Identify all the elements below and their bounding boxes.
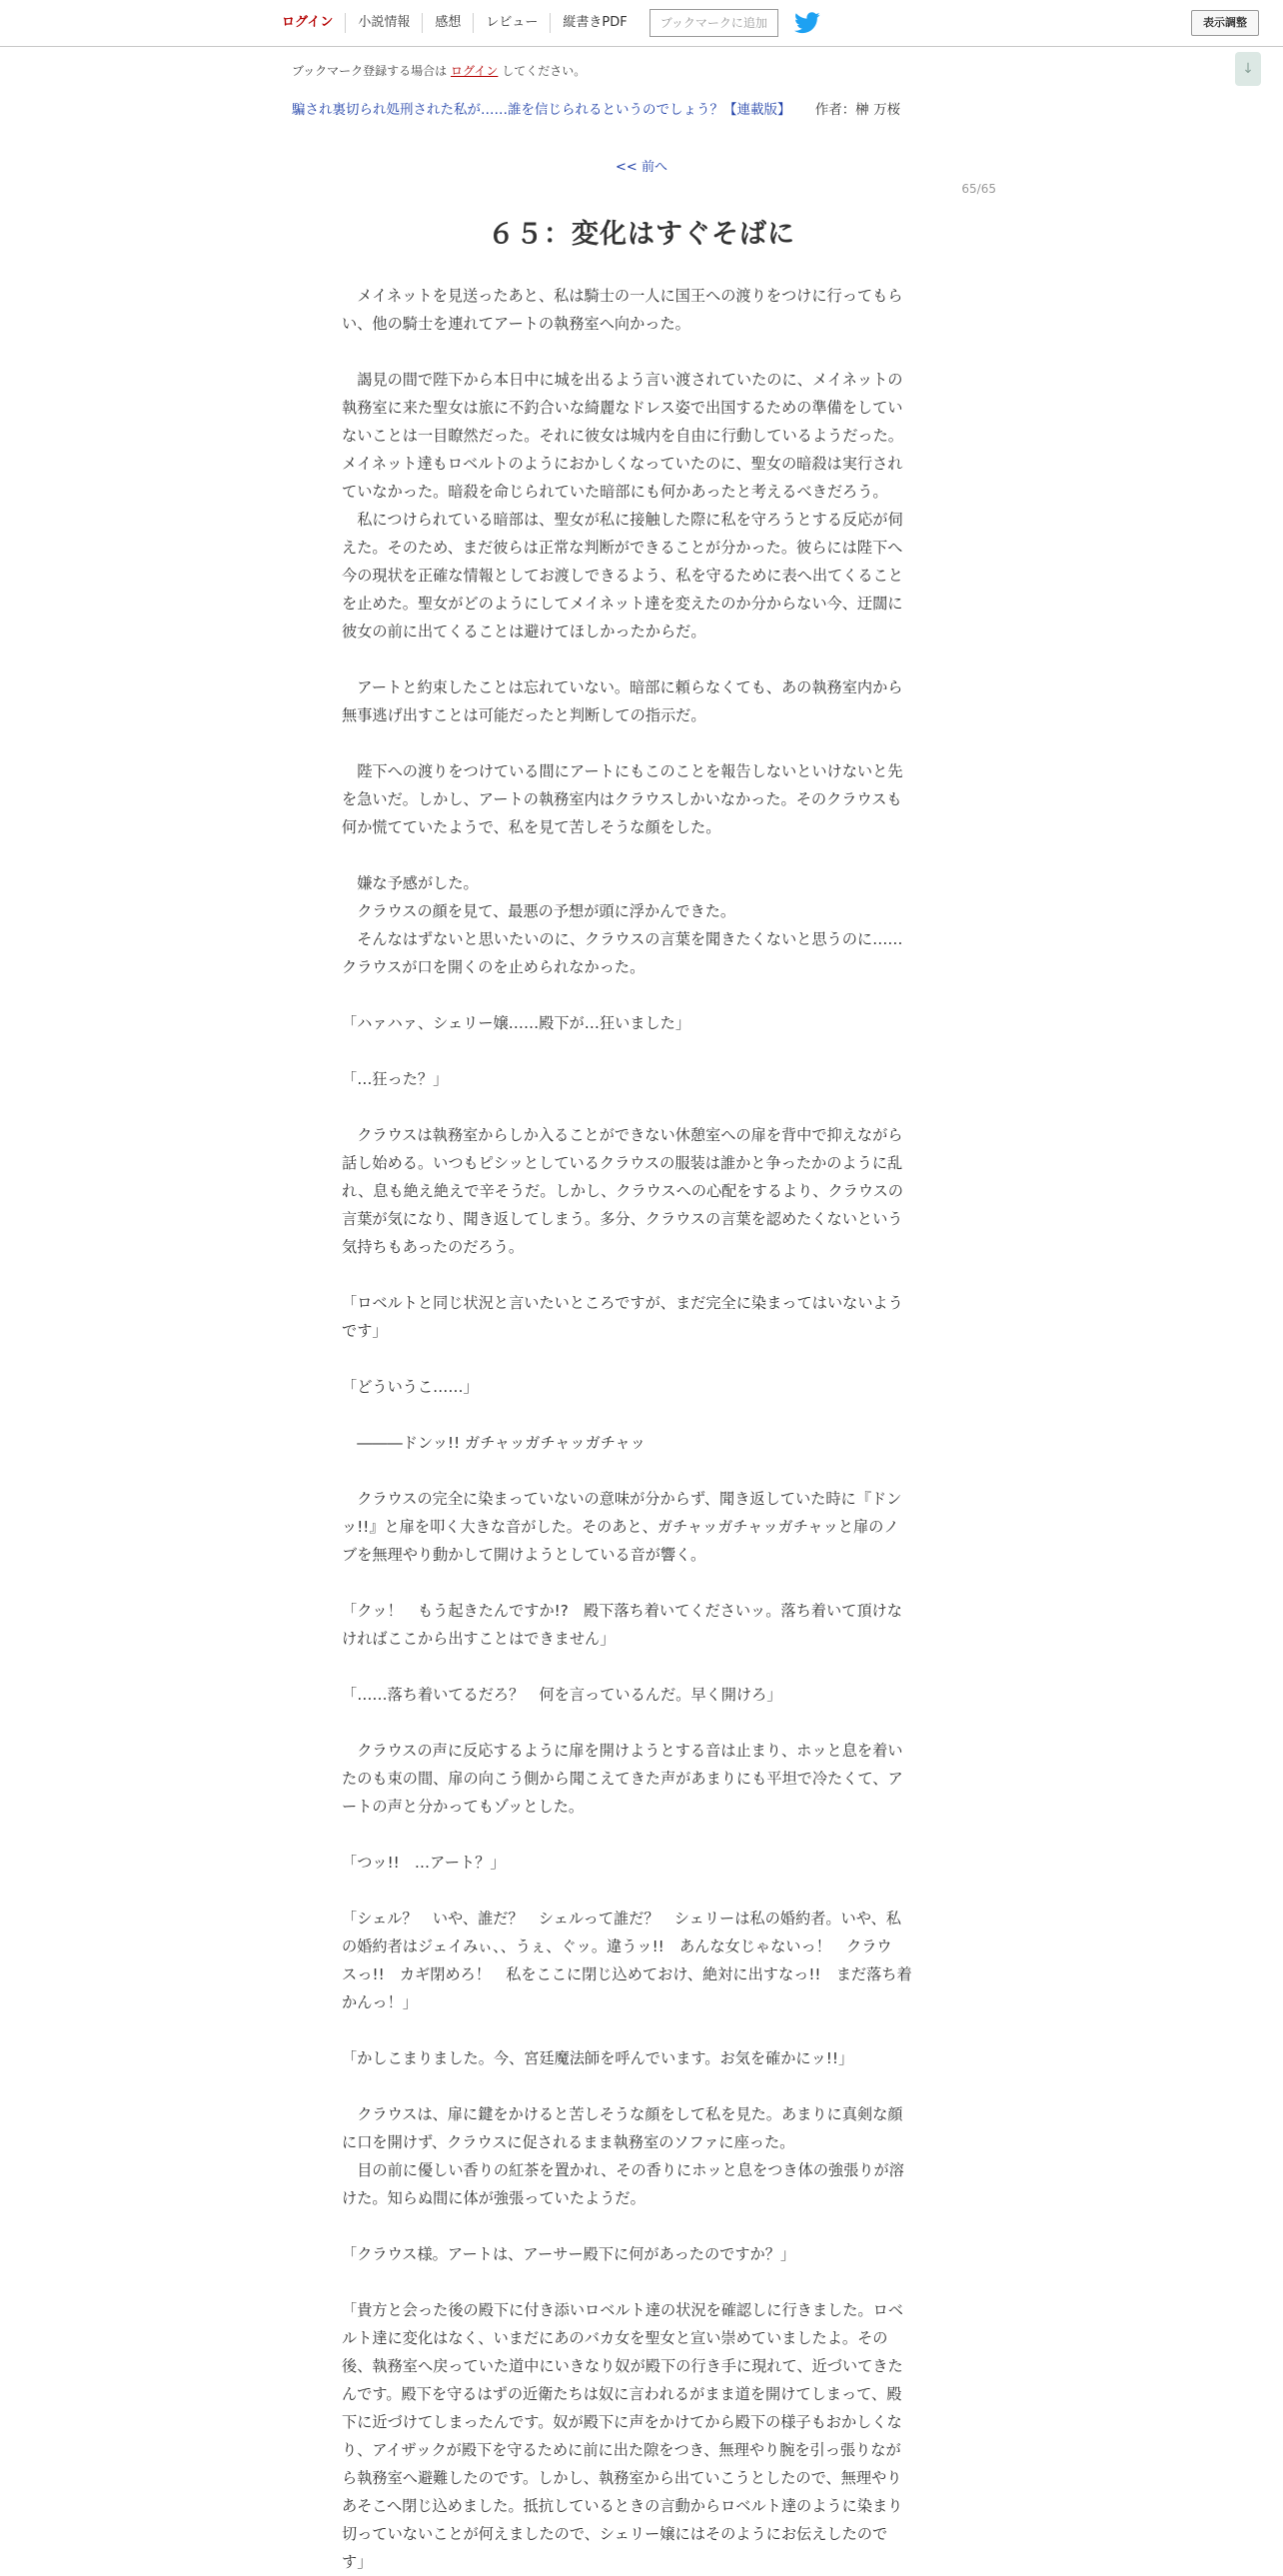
body-line: 私につけられている暗部は、聖女が私に接触した際に私を守ろうとする反応が伺 (342, 511, 903, 529)
body-line: 「シェル？ いや、誰だ？ シェルって誰だ？ シェリーは私の婚約者。いや、私 (342, 1910, 901, 1928)
author-name: 作者：榊 万桜 (814, 102, 901, 118)
body-line: 「ハァハァ、シェリー嬢……殿下が…狂いました」 (342, 1014, 691, 1032)
body-line: 陛下への渡りをつけている間にアートにもこのことを報告しないといけないと先 (342, 762, 903, 780)
body-line: かんっ！」 (342, 1993, 418, 2011)
body-line: そんなはずないと思いたいのに、クラウスの言葉を聞きたくないと思うのに…… (342, 930, 903, 948)
body-line: 「ロベルトと同じ状況と言いたいところですが、まだ完全に染まってはいないよう (342, 1294, 903, 1312)
body-line: 目の前に優しい香りの紅茶を置かれ、その香りにホッと息をつき体の強張りが溶 (342, 2161, 904, 2179)
twitter-bird-icon[interactable] (794, 12, 820, 34)
notice-text-after: してください。 (502, 64, 587, 78)
body-blank-line (342, 645, 935, 673)
novel-header (292, 98, 900, 118)
novel-body (342, 282, 935, 2576)
body-blank-line (342, 1345, 935, 1373)
body-line: れ、息も絶え絶えで辛そうだ。しかし、クラウスへの心配をするより、クラウスの (342, 1182, 903, 1200)
body-line: 気持ちもあったのだろう。 (342, 1238, 525, 1256)
body-blank-line (342, 841, 935, 869)
page-counter: 65/65 (961, 182, 996, 196)
body-line: 「……落ち着いてるだろ？ 何を言っているんだ。早く開けろ」 (342, 1686, 782, 1704)
body-line: 謁見の間で陛下から本日中に城を出るよう言い渡されていたのに、メイネットの (342, 371, 903, 389)
nav-novel-info[interactable]: 小説情報 (346, 13, 423, 33)
body-line: クラウスが口を開くのを止められなかった。 (342, 958, 645, 976)
body-line: ら執務室へ避難したのです。しかし、執務室から出ていこうとしたので、無理やり (342, 2469, 902, 2487)
nav-login[interactable]: ログイン (272, 13, 346, 33)
arrow-down-icon[interactable]: ↓ (1235, 52, 1261, 86)
body-blank-line (342, 1401, 935, 1429)
body-line: 「クッ！ もう起きたんですか!? 殿下落ち着いてくださいッ。落ち着いて頂けな (342, 1602, 902, 1620)
body-line: クラウスの完全に染まっていないの意味が分からず、聞き返していた時に『ドン (342, 1490, 902, 1508)
body-line: 何か慌てていたようで、私を見て苦しそうな顔をした。 (342, 818, 721, 836)
body-line: 嫌な予感がした。 (342, 874, 479, 892)
body-blank-line (342, 1821, 935, 1849)
body-line: 「どういうこ……」 (342, 1378, 479, 1396)
body-line: を止めた。聖女がどのようにしてメイネット達を変えたのか分からない今、迂闊に (342, 595, 903, 613)
body-line: 言葉が気になり、聞き返してしまう。多分、クラウスの言葉を認めたくないという (342, 1210, 903, 1228)
body-line: クラウスは、扉に鍵をかけると苦しそうな顔をして私を見た。あまりに真剣な顔 (342, 2105, 903, 2123)
body-line: ていなかった。暗殺を命じられていた暗部にも何かあったと考えるべきだろう。 (342, 483, 888, 501)
body-line: ないことは一目瞭然だった。それに彼女は城内を自由に行動しているようだった。 (342, 427, 903, 445)
body-line: 切っていないことが何えましたので、シェリー嬢にはそのようにお伝えしたので (342, 2525, 888, 2543)
body-line: えた。そのため、まだ彼らは正常な判断ができることが分かった。彼らには陛下へ (342, 539, 903, 557)
body-blank-line (342, 2016, 935, 2044)
prev-link[interactable]: << 前へ (616, 160, 667, 175)
body-line: す」 (342, 2553, 373, 2571)
body-line: 無事逃げ出すことは可能だったと判断しての指示だ。 (342, 706, 706, 724)
body-line: クラウスの声に反応するように扉を開けようとする音は止まり、ホッと息を着い (342, 1742, 903, 1760)
nav-impressions[interactable]: 感想 (423, 13, 474, 33)
body-blank-line (342, 729, 935, 757)
body-blank-line (342, 1877, 935, 1905)
body-line: メイネットを見送ったあと、私は騎士の一人に国王への渡りをつけに行ってもら (342, 287, 903, 305)
add-bookmark-button[interactable]: ブックマークに追加 (649, 9, 778, 37)
body-line: です」 (342, 1322, 388, 1340)
body-line: い、他の騎士を連れてアートの執務室へ向かった。 (342, 315, 690, 333)
body-line: ートの声と分かってもゾッとした。 (342, 1798, 585, 1816)
body-line: 「かしこまりました。今、宮廷魔法師を呼んでいます。お気を確かにッ!!」 (342, 2049, 854, 2067)
body-blank-line (342, 2268, 935, 2296)
body-line: ルト達に変化はなく、いまだにあのバカ女を聖女と宣い崇めていましたよ。その (342, 2329, 888, 2347)
display-settings-button[interactable]: 表示調整 (1191, 10, 1259, 36)
top-bar (0, 0, 1283, 47)
body-line: 下に近づけてしまったんです。奴が殿下に声をかけてから殿下の様子もおかしくな (342, 2413, 902, 2431)
body-line: 彼女の前に出てくることは避けてほしかったからだ。 (342, 623, 706, 641)
body-blank-line (342, 1709, 935, 1737)
body-line: クラウスの顔を見て、最悪の予想が頭に浮かんできた。 (342, 902, 736, 920)
body-line: 今の現状を正確な情報としてお渡しできるよう、私を守るために表へ出てくること (342, 567, 903, 585)
body-line: あそこへ閉じ込めました。抵抗しているときの言動からロベルト達のように染まり (342, 2497, 903, 2515)
prev-navigation (0, 156, 1283, 175)
body-line: 話し始める。いつもピシッとしているクラウスの服装は誰かと争ったかのように乱 (342, 1154, 903, 1172)
body-line: を急いだ。しかし、アートの執務室内はクラウスしかいなかった。そのクラウスも (342, 790, 902, 808)
body-blank-line (342, 1093, 935, 1121)
body-line: んです。殿下を守るはずの近衛たちは奴に言われるがまま道を開けてしまって、殿 (342, 2385, 902, 2403)
body-blank-line (342, 1653, 935, 1681)
body-line: スっ!! カギ閉めろ！ 私をここに閉じ込めておけ、絶対に出すなっ!! まだ落ち着 (342, 1965, 912, 1983)
body-line: 執務室に来た聖女は旅に不釣合いな綺麗なドレス姿で出国するための準備をしてい (342, 399, 903, 417)
bookmark-login-notice (292, 62, 586, 79)
body-blank-line (342, 338, 935, 366)
body-line: メイネット達もロベルトのようにおかしくなっていたのに、聖女の暗殺は実行され (342, 455, 903, 473)
body-line: クラウスは執務室からしか入ることができない休憩室への扉を背中で抑えながら (342, 1126, 903, 1144)
body-line: 「貴方と会った後の殿下に付き添いロベルト達の状況を確認しに行きました。ロベ (342, 2301, 903, 2319)
body-line: ければここから出すことはできません」 (342, 1630, 616, 1648)
body-line: に口を開けず、クラウスに促されるまま執務室のソファに座った。 (342, 2133, 795, 2151)
body-line: アートと約束したことは忘れていない。暗部に頼らなくても、あの執務室内から (342, 678, 903, 696)
body-line: けた。知らぬ間に体が強張っていたようだ。 (342, 2189, 645, 2207)
body-blank-line (342, 1569, 935, 1597)
body-line: 「つッ!! …アート？」 (342, 1854, 506, 1872)
body-blank-line (342, 2212, 935, 2240)
body-line: 後、執務室へ戻っていた道中にいきなり奴が殿下の行き手に現れて、近づいてきた (342, 2357, 903, 2375)
body-line: の婚約者はジェイみぃ、、うぇ、ぐッ。違うッ!! あんな女じゃないっ！ クラウ (342, 1937, 892, 1955)
body-blank-line (342, 981, 935, 1009)
body-line: ブを無理やり動かして開けようとしている音が響く。 (342, 1546, 706, 1564)
body-blank-line (342, 1261, 935, 1289)
body-line: り、アイザックが殿下を守るために前に出た隙をつき、無理やり腕を引っ張りなが (342, 2441, 901, 2459)
notice-login-link[interactable]: ログイン (451, 64, 499, 78)
novel-title-link[interactable]: 騙され裏切られ処刑された私が……誰を信じられるというのでしょう？【連載版】 (292, 102, 791, 118)
body-blank-line (342, 1037, 935, 1065)
body-line: たのも束の間、扉の向こう側から聞こえてきた声があまりにも平坦で冷たくて、ア (342, 1770, 903, 1788)
top-nav (272, 0, 820, 46)
body-blank-line (342, 1457, 935, 1485)
body-line: ッ!!』と扉を叩く大きな音がした。そのあと、ガチャッガチャッガチャッと扉のノ (342, 1518, 899, 1536)
notice-text-before: ブックマーク登録する場合は (292, 64, 448, 78)
body-line: ―――ドンッ!! ガチャッガチャッガチャッ (342, 1434, 645, 1452)
nav-review[interactable]: レビュー (474, 13, 551, 33)
chapter-title: ６５：変化はすぐそばに (488, 219, 795, 250)
body-line: 「クラウス様。アートは、アーサー殿下に何があったのですか？」 (342, 2245, 796, 2263)
body-blank-line (342, 2072, 935, 2100)
nav-vertical-pdf[interactable]: 縦書きPDF (563, 15, 628, 30)
body-line: 「…狂った？」 (342, 1070, 449, 1088)
